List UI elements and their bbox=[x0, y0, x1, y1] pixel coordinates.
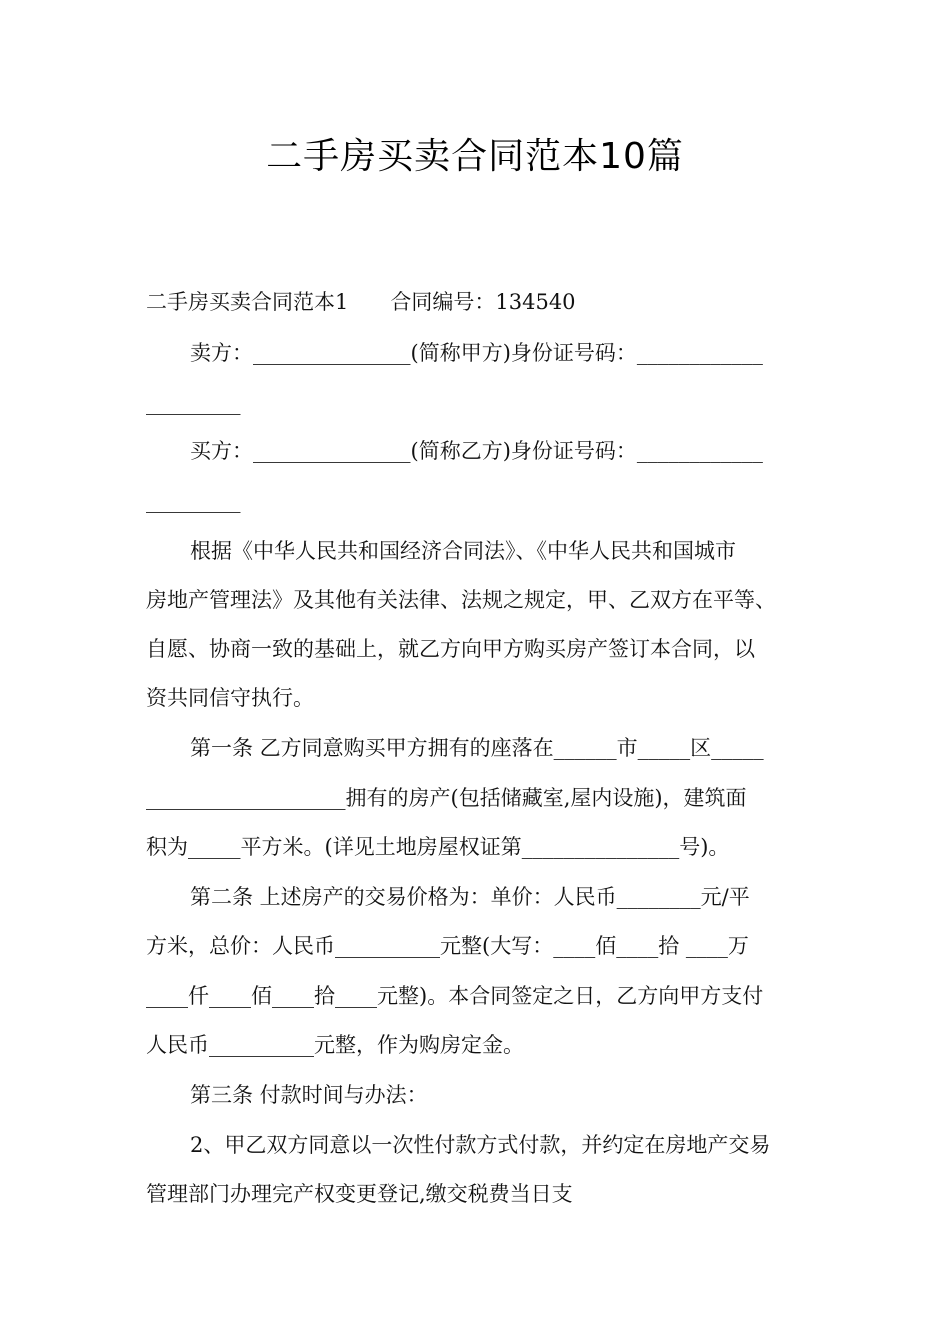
article-2-line-1: 第二条 上述房产的交易价格为：单价：人民币________元/平 bbox=[190, 885, 750, 909]
payment-clause-line-2: 管理部门办理完产权变更登记,缴交税费当日支 bbox=[146, 1182, 573, 1206]
contract-number: 合同编号：134540 bbox=[390, 290, 576, 314]
preamble-line-4: 资共同信守执行。 bbox=[146, 686, 314, 710]
buyer-line-continued: _________ bbox=[146, 489, 241, 513]
payment-clause-line-1: 2、甲乙双方同意以一次性付款方式付款，并约定在房地产交易 bbox=[190, 1133, 771, 1157]
seller-line-continued: _________ bbox=[146, 391, 241, 415]
article-2-line-2: 方米，总价：人民币__________元整(大写：____佰____拾 ____万 bbox=[146, 934, 749, 958]
article-2-line-3: ____仟____佰____拾____元整)。本合同签定之日，乙方向甲方支付 bbox=[146, 984, 764, 1008]
preamble-line-1: 根据《中华人民共和国经济合同法》、《中华人民共和国城市 bbox=[190, 539, 736, 563]
seller-line: 卖方：_______________(简称甲方)身份证号码：____________ bbox=[190, 341, 763, 365]
article-1-line-3: 积为_____平方米。(详见土地房屋权证第_______________号)。 bbox=[146, 835, 730, 859]
preamble-line-3: 自愿、协商一致的基础上，就乙方向甲方购买房产签订本合同，以 bbox=[146, 637, 755, 661]
article-2-line-4: 人民币__________元整，作为购房定金。 bbox=[146, 1033, 524, 1057]
article-3-heading: 第三条 付款时间与办法： bbox=[190, 1083, 428, 1107]
document-title: 二手房买卖合同范本10篇 bbox=[266, 136, 684, 177]
buyer-line: 买方：_______________(简称乙方)身份证号码：____________ bbox=[190, 439, 763, 463]
preamble-line-2: 房地产管理法》及其他有关法律、法规之规定，甲、乙双方在平等、 bbox=[146, 588, 776, 612]
article-1-line-1: 第一条 乙方同意购买甲方拥有的座落在______市_____区_____ bbox=[190, 736, 764, 760]
article-1-line-2: ___________________拥有的房产(包括储藏室,屋内设施)，建筑面 bbox=[146, 786, 747, 810]
contract-name: 二手房买卖合同范本1 bbox=[146, 290, 349, 314]
contract-heading-line bbox=[146, 288, 576, 316]
